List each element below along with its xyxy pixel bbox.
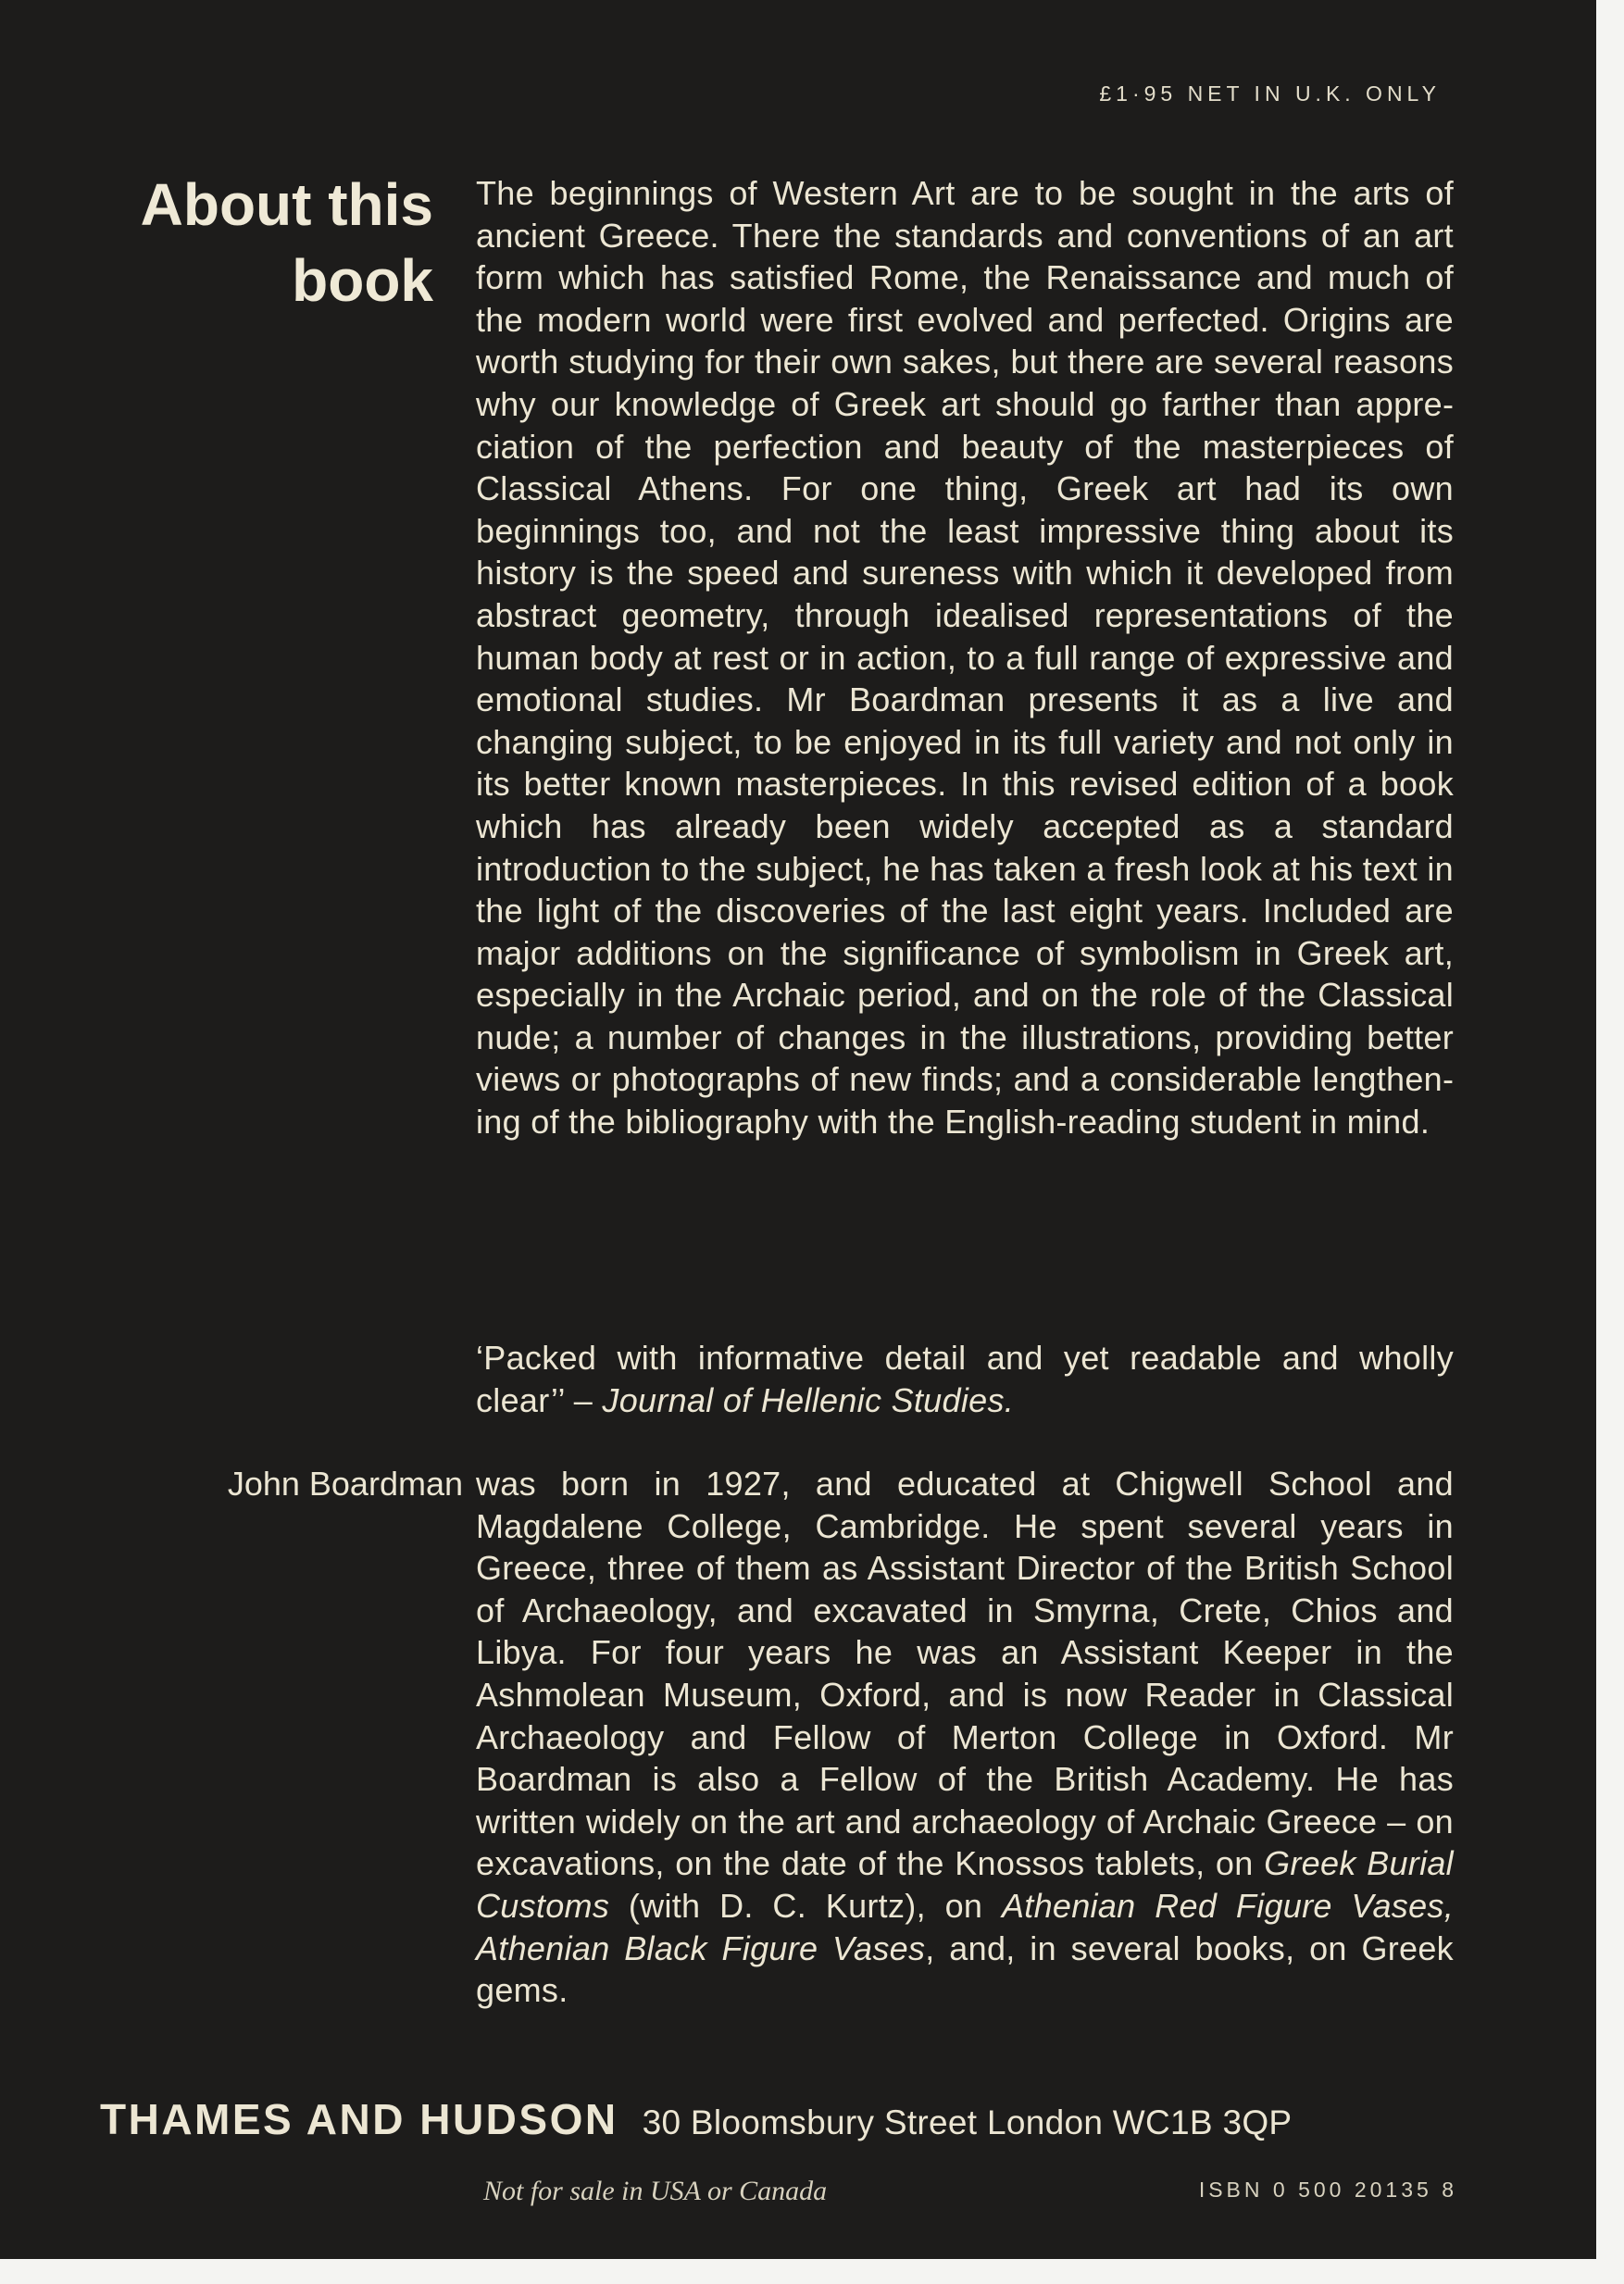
sale-restriction-note: Not for sale in USA or Canada: [483, 2176, 828, 2206]
bio-book-title-2: Athenian Red Figure Vases, Athenian Black Figure Vases: [476, 1886, 1454, 1967]
publisher-bar: [100, 2094, 1457, 2144]
author-name: John Boardman: [227, 1465, 463, 1503]
book-description: The beginnings of Western Art are to be sought in the arts of ancient Greece. There the standards and conventions of an art form which has satisfied Rome, the Renaissance and much of the modern world were first evolved and perfected. Origins are worth studying for their own sakes, but there are several reasons why our knowledge of Greek art should go farther than appreciation of the perfection and beauty of the masterpieces of Classical Athens. For one thing, Greek art had its own beginnings too, and not the least impressive thing about its history is the speed and sureness with which it developed from abstract geometry, through idealised representations of the human body at rest or in action, to a full range of expressive and emotional studies. Mr Boardman presents it as a live and changing subject, to be enjoyed in its full variety and not only in its better known masterpieces. In this revised edition of a book which has already been widely accepted as a standard introduction to the subject, he has taken a fresh look at his text in the light of the discoveries of the last eight years. Included are major additions on the significance of symbolism in Greek art, especially in the Archaic period, and on the role of the Classical nude; a number of changes in the illustrations, providing better views or photographs of new finds; and a considerable lengthening of the bibliography with the English-reading student in mind.: [476, 174, 1454, 1142]
publisher-name: THAMES AND HUDSON: [100, 2095, 618, 2143]
bio-book-title-1: Greek Burial Customs: [476, 1844, 1454, 1925]
bio-text-1: was born in 1927, and educated at Chigwell School and Magdalene College, Cambridge. He spent several years in Greece, three of them as Assistant Director of the British School of Archaeology, and excavated in Smyrna, Crete, Chios and Libya. For four years he was an Assistant Keeper in the Ashmolean Museum, Oxford, and is now Reader in Classical Archaeology and Fellow of Merton College in Oxford. Mr Boardman is also a Fellow of the British Academy. He has written widely on the art and archaeology of Archaic Greece – on excavations, on the date of the Knossos tablets, on: [476, 1465, 1454, 1883]
quote-source: Journal of Hellenic Studies.: [602, 1380, 1015, 1419]
bio-text-2: (with D. C. Kurtz), on: [609, 1886, 1002, 1925]
bio-text-3: , and, in several books, on Greek gems.: [476, 1928, 1454, 2010]
price-label: £1·95 NET IN U.K. ONLY: [1099, 81, 1441, 106]
review-quote: [476, 1337, 1454, 1421]
quote-text: ‘Packed with informative detail and yet readable and wholly clear’’ –: [476, 1339, 1454, 1419]
isbn-label: ISBN 0 500 20135 8: [1198, 2178, 1457, 2202]
publisher-address: 30 Bloomsbury Street London WC1B 3QP: [642, 2103, 1293, 2141]
heading-line-1: About this: [140, 171, 433, 238]
section-heading: [37, 167, 433, 318]
heading-line-2: book: [292, 247, 433, 314]
author-bio: [476, 1463, 1454, 2012]
